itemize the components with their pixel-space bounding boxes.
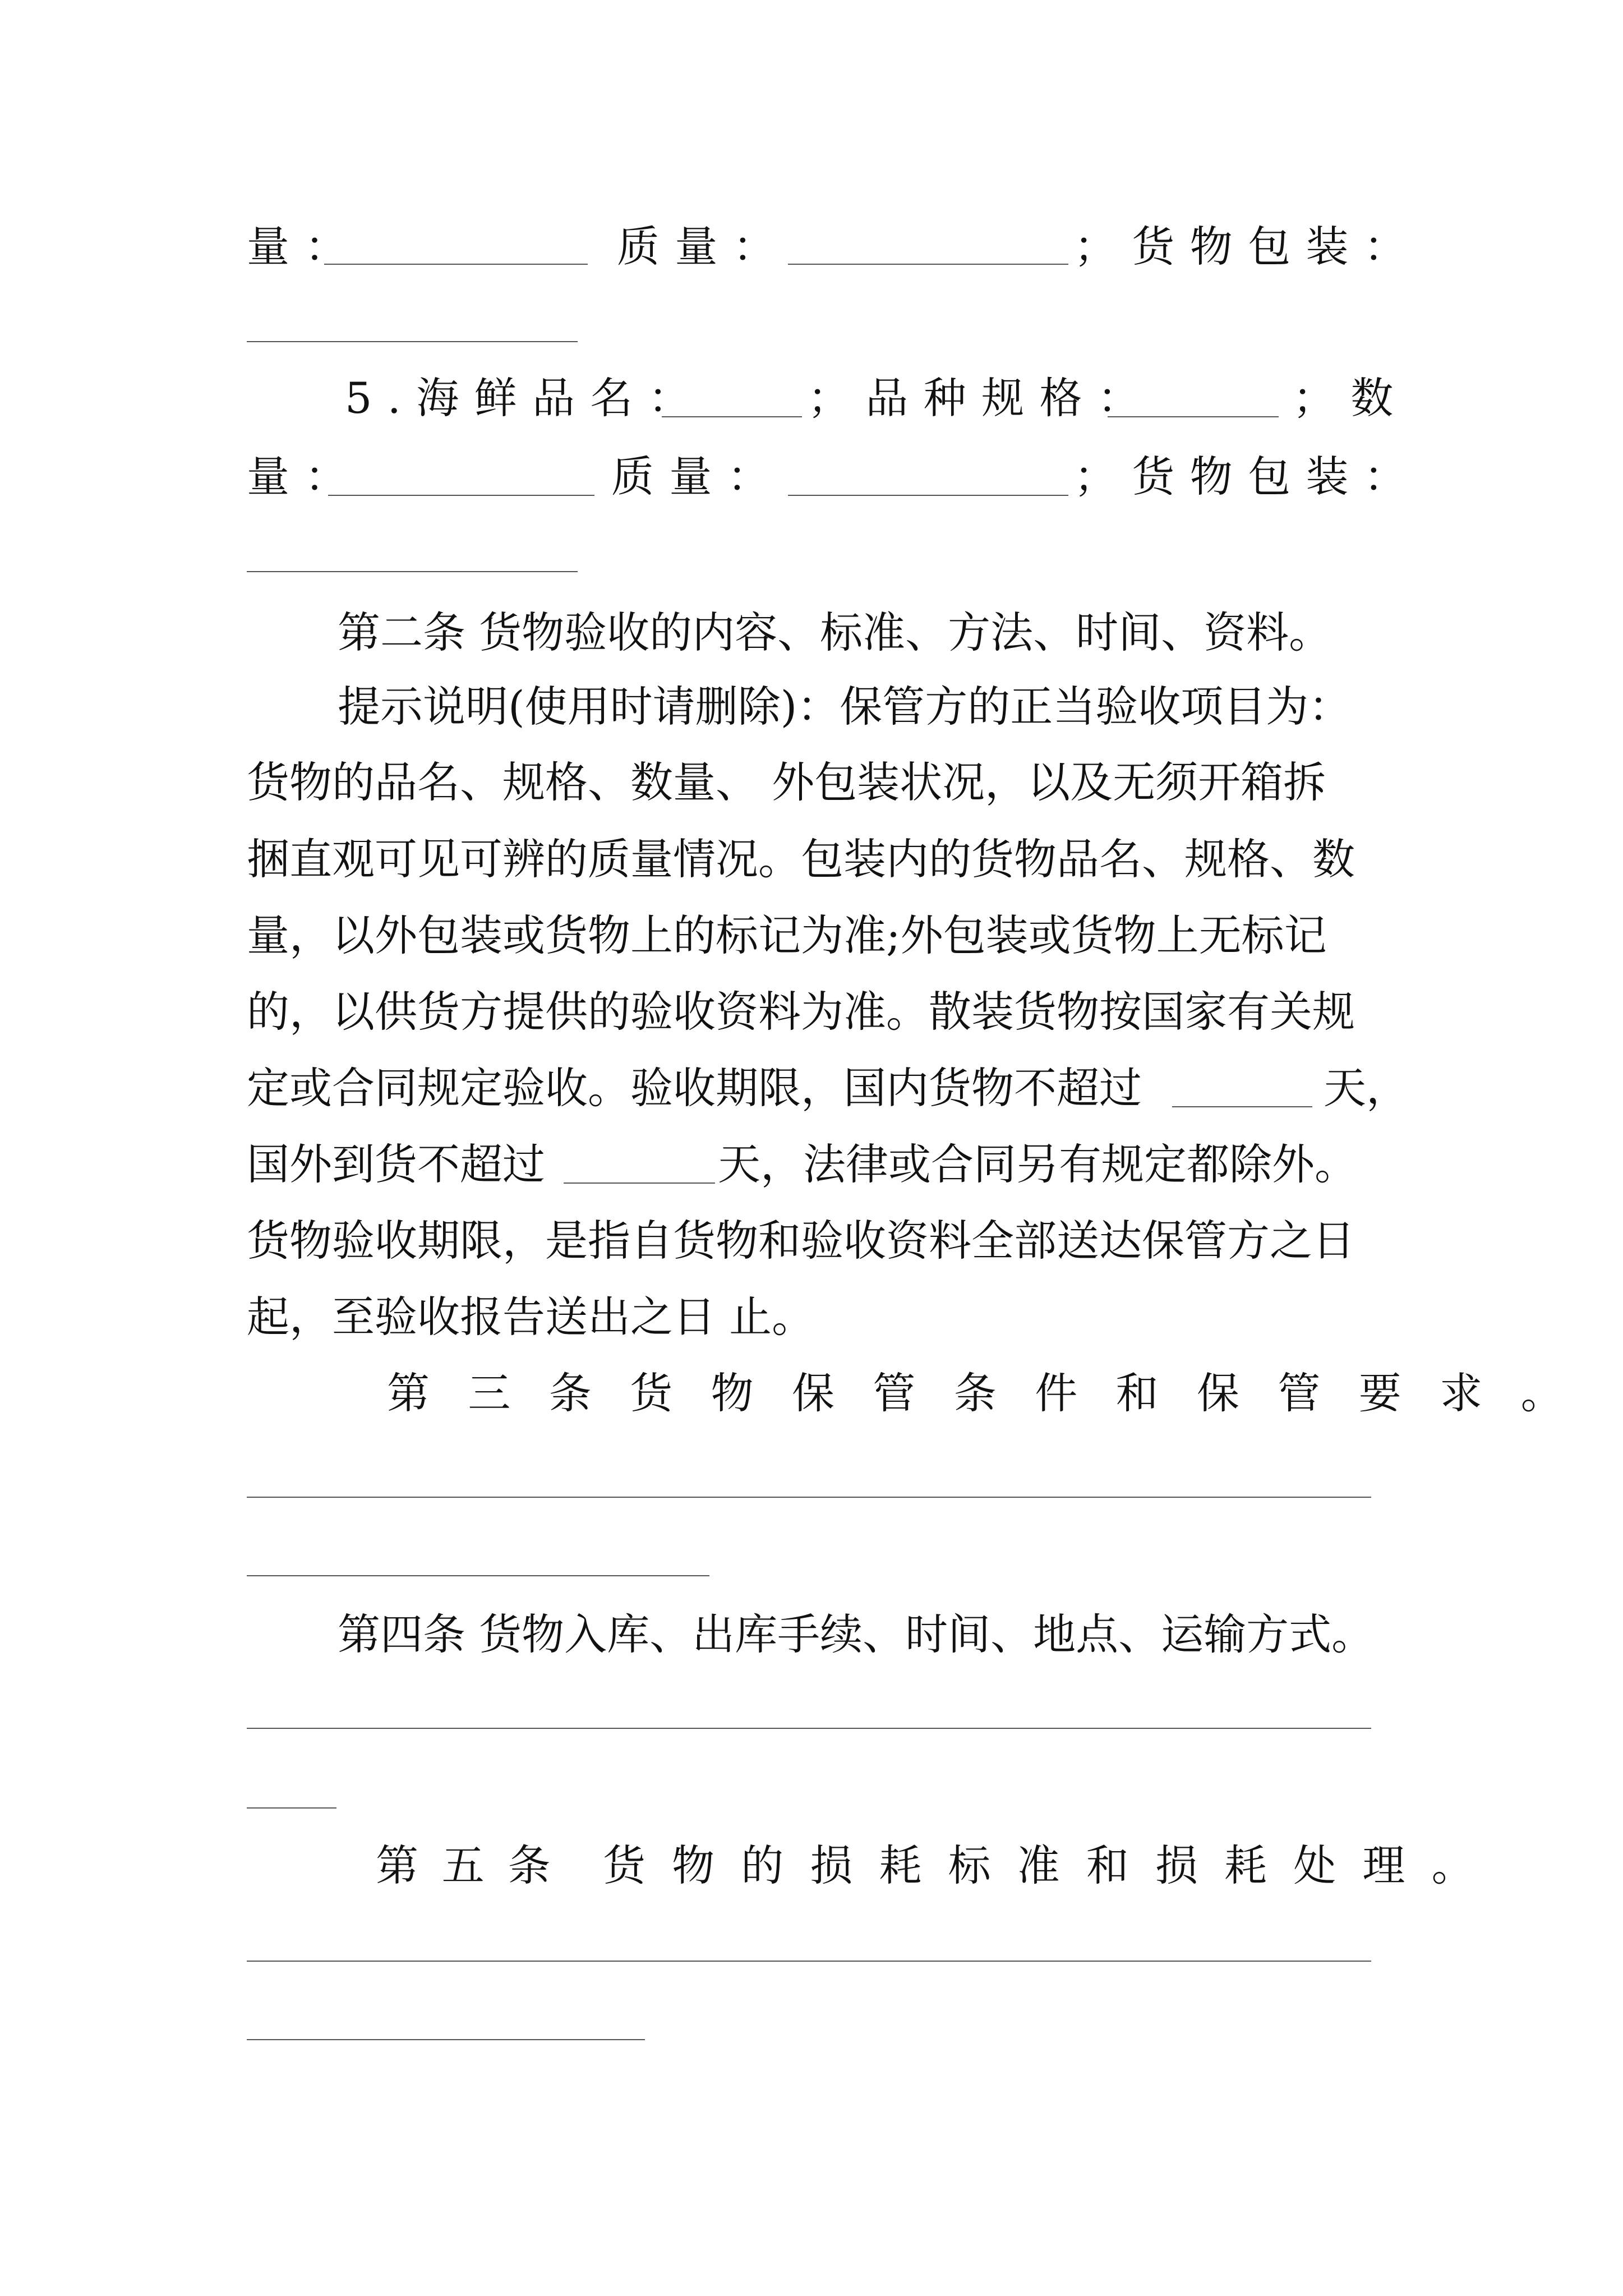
label-seafood-name: 5.海鲜品名： [345,373,707,423]
text-domestic-limit: 定或合同规定验收。验收期限，国内货物不超过 [247,1063,1142,1113]
blank-article5-line2 [247,2039,645,2040]
blank-article3-line2 [247,1575,709,1576]
text-days: 天， [1324,1063,1409,1113]
blank-foreign-days [564,1182,715,1184]
blank-article5-line1 [247,1961,1371,1962]
label-quality: 质量： [617,222,791,272]
article2-line-4: 量，以外包装或货物上的标记为准;外包装或货物上无标记 [247,910,1327,960]
blank-packaging [247,341,578,342]
article2-line-1: 提示说明(使用时请删除)：保管方的正当验收项目为： [338,682,1352,731]
article2-line-3: 捆直观可见可辨的质量情况。包装内的货物品名、规格、数 [247,834,1355,884]
label-packaging: ；货物包装： [1074,222,1422,272]
article3-heading: 第三条货物保管条件和保管要求。 [387,1368,1602,1418]
blank-quantity [324,264,588,265]
blank-spec [1108,416,1279,417]
blank-domestic-days [1172,1106,1312,1107]
label-packaging: ；货物包装： [1074,452,1422,501]
label-spec: ；品种规格： [808,373,1156,423]
blank-seafood-name [662,416,802,417]
blank-packaging [247,571,578,572]
article5-heading: 货物的损耗标准和损耗处理。 [603,1841,1501,1890]
article2-line-9: 起，至验收报告送出之日 止。 [247,1292,815,1342]
label-count-start: ；数 [1293,373,1409,423]
text-foreign-limit: 国外到货不超过 [247,1139,545,1189]
label-quantity: 量： [247,452,363,501]
label-quantity: 量： [247,222,363,272]
blank-quantity [328,495,594,496]
blank-quality [788,495,1068,496]
article2-line-2: 货物的品名、规格、数量、 外包装状况，以及无须开箱拆 [247,757,1326,807]
article2-line-8: 货物验收期限，是指自货物和验收资料全部送达保管方之日 [247,1216,1355,1266]
article2-line-5: 的，以供货方提供的验收资料为准。散装货物按国家有关规 [247,987,1355,1037]
blank-quality [788,264,1068,265]
blank-article3-line1 [247,1497,1371,1498]
blank-article4-line2 [247,1807,336,1809]
blank-article4-line1 [247,1728,1371,1729]
label-quality: 质量： [611,452,786,501]
article2-heading: 第二条 货物验收的内容、标准、方法、时间、资料。 [338,608,1332,657]
article4-heading: 第四条 货物入库、出库手续、时间、地点、运输方式。 [338,1609,1375,1659]
text-foreign-tail: 天，法律或合同另有规定都除外。 [718,1139,1357,1189]
article5-heading-label: 第五条 [376,1841,574,1890]
article2-line-6 [247,1060,1385,1116]
